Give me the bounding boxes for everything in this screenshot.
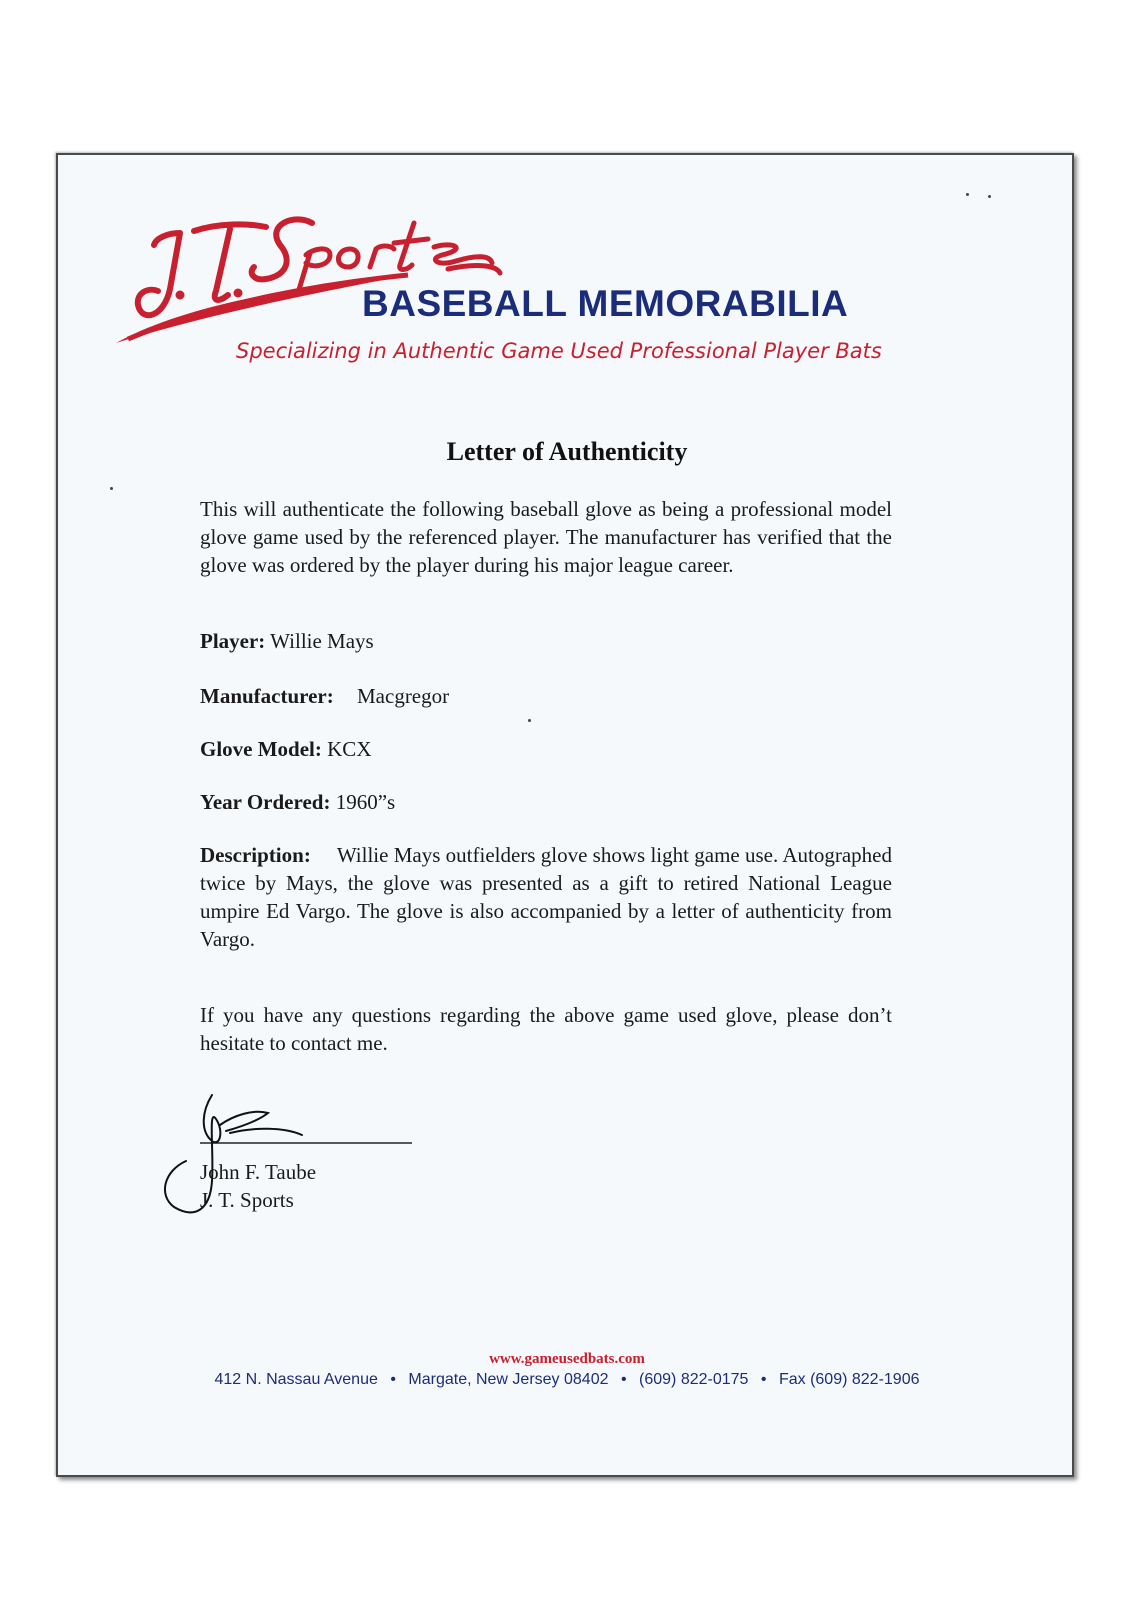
player-field [200, 627, 374, 655]
footer-separator: • [390, 1371, 396, 1388]
closing-paragraph: If you have any questions regarding the above game used glove, please don’t hesitate to contact me. [200, 1003, 892, 1055]
brand-title: BASEBALL MEMORABILIA [362, 283, 849, 324]
glove-model-field [200, 735, 371, 763]
paper-speck [988, 195, 991, 198]
manufacturer-value: Macgregor [357, 684, 450, 708]
footer-phone: (609) 822-0175 [639, 1371, 749, 1388]
footer-separator: • [760, 1371, 767, 1388]
footer-contact-line [58, 1371, 1076, 1389]
letter-sheet [56, 153, 1074, 1477]
jt-sports-logo [98, 193, 548, 363]
paper-speck [966, 193, 969, 196]
logo-letter-t [194, 224, 266, 300]
intro-paragraph: This will authenticate the following baseball glove as being a professional model glove game used by the referenced player. The manufacturer has verified that the glove was ordered by the player during his major league career. [200, 497, 892, 577]
footer-city: Margate, New Jersey 08402 [408, 1371, 609, 1388]
year-ordered-value: 1960”s [335, 790, 396, 814]
year-ordered-label: Year Ordered: [200, 790, 331, 814]
year-ordered-field [200, 788, 395, 816]
glove-model-label: Glove Model: [200, 737, 322, 761]
footer-website: www.gameusedbats.com [489, 1351, 645, 1367]
player-value: Willie Mays [270, 629, 374, 653]
description-paragraph [200, 841, 892, 953]
logo-letter-j [138, 233, 180, 315]
footer-separator: • [620, 1371, 627, 1388]
manufacturer-field [200, 682, 449, 710]
signer-name: John F. Taube [200, 1160, 317, 1184]
glove-model-value: KCX [327, 737, 372, 761]
description-label: Description: [200, 843, 311, 867]
paper-speck [528, 719, 531, 722]
paper-speck [110, 487, 113, 490]
brand-tagline: Specializing in Authentic Game Used Professional Player Bats [236, 339, 882, 363]
letter-title: Letter of Authenticity [446, 437, 688, 466]
description-text: Willie Mays outfielders glove shows light game use. Autographed twice by Mays, the glove was presented as a gift to retired National League umpire Ed Vargo. The glove is also accompanied by a letter of authenticity from Vargo. [200, 843, 892, 951]
footer-address: 412 N. Nassau Avenue [214, 1371, 378, 1388]
signer-company: J. T. Sports [200, 1188, 294, 1212]
player-label: Player: [200, 629, 266, 653]
manufacturer-label: Manufacturer: [200, 684, 334, 708]
footer-fax: Fax (609) 822-1906 [778, 1371, 920, 1388]
